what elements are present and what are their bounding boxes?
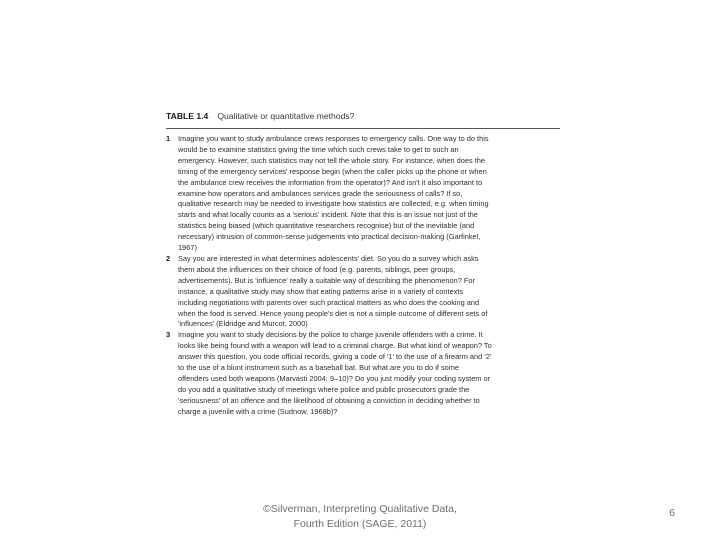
- table-caption: Qualitative or quantitative methods?: [217, 111, 355, 121]
- item-text-line: qualitative research may be needed to investigate how statistics are collected, e.g. when timing: [178, 199, 489, 209]
- table-item-3: [166, 330, 560, 417]
- item-text-line: examine how operators and ambulances services grade the seriousness of calls? If so,: [178, 188, 463, 198]
- title-rule: [166, 128, 560, 129]
- item-text-line: would be to examine statistics giving the time which such crews take to get to such an: [178, 144, 459, 154]
- item-text-line: statistics being biased (which quantitative researchers recognise) but of the inevitable (and: [178, 221, 475, 231]
- item-text-line: timing of the emergency services' response begin (when the caller picks up the phone or when: [178, 166, 487, 176]
- item-text-line: Imagine you want to study decisions by the police to charge juvenile offenders with a crime. It: [178, 330, 483, 340]
- item-text-line: 'seriousness' of an offence and the likelihood of obtaining a conviction in deciding whether to: [178, 395, 480, 405]
- item-text-line: them about the influences on their choice of food (e.g. parents, siblings, peer groups,: [178, 264, 456, 274]
- item-text-line: advertisements). But is 'influence' really a suitable way of describing the phenomenon? For: [178, 275, 475, 285]
- item-text-line: looks like being found with a weapon will lead to a criminal charge. But what kind of weapon? To: [178, 341, 492, 351]
- item-text-line: 'influences' (Eldridge and Murcot, 2000): [178, 319, 308, 329]
- item-text: [178, 330, 560, 417]
- page-number: 6: [669, 507, 675, 519]
- item-number: 2: [166, 253, 171, 263]
- item-text-line: instance, a qualitative study may show that eating patterns arise in a variety of contexts: [178, 286, 464, 296]
- item-text-line: starts and what locally counts as a 'serious' incident. Note that this is an issue not just of the: [178, 210, 478, 220]
- item-text-line: emergency. However, such statistics may not tell the whole story. For instance, when does the: [178, 155, 485, 165]
- footer-citation: [250, 502, 470, 531]
- item-text-line: charge a juvenile with a crime (Sudnow, 1968b)?: [178, 406, 338, 416]
- table-items: [166, 134, 560, 418]
- item-text-line: to the use of a blunt instrument such as a baseball bat. But what are you to do if some: [178, 363, 460, 373]
- item-number: 3: [166, 330, 171, 340]
- item-text-line: answer this question, you code official records, giving a code of '1' to the use of a firearm and '2': [178, 352, 492, 362]
- item-text-line: necessary) intrusion of common-sense judgements into practical decision-making (Garfinkel,: [178, 232, 481, 242]
- item-text-line: including negotiations with parents over such practical matters as who does the cooking and: [178, 297, 480, 307]
- table-item-2: [166, 254, 560, 330]
- item-text-line: offenders used both weapons (Marvasti 2004: 9–10)? Do you just modify your coding system or: [178, 373, 491, 383]
- item-number: 1: [166, 134, 171, 143]
- table-title: [166, 110, 560, 122]
- item-text-line: do you add a qualitative study of meetings where police and public prosecutors grade the: [178, 384, 470, 394]
- footer-citation-line-2: Fourth Edition (SAGE, 2011): [293, 517, 427, 530]
- table-figure: [166, 110, 560, 418]
- table-item-1: [166, 134, 560, 254]
- item-text-line: the ambulance crew receives the information from the operator)? And isn't it also important to: [178, 177, 483, 187]
- item-text-line: Say you are interested in what determines adolescents' diet. So you do a survey which asks: [178, 253, 479, 263]
- item-text-line: 1967): [178, 243, 197, 253]
- table-label: TABLE 1.4: [166, 111, 209, 121]
- item-text-line: when the food is served. Hence young people's diet is not a simple outcome of different sets of: [178, 308, 488, 318]
- item-text-line: Imagine you want to study ambulance crews responses to emergency calls. One way to do this: [178, 134, 489, 143]
- item-text: [178, 134, 560, 254]
- footer-citation-line-1: ©Silverman, Interpreting Qualitative Data,: [263, 503, 457, 515]
- item-text: [178, 254, 560, 330]
